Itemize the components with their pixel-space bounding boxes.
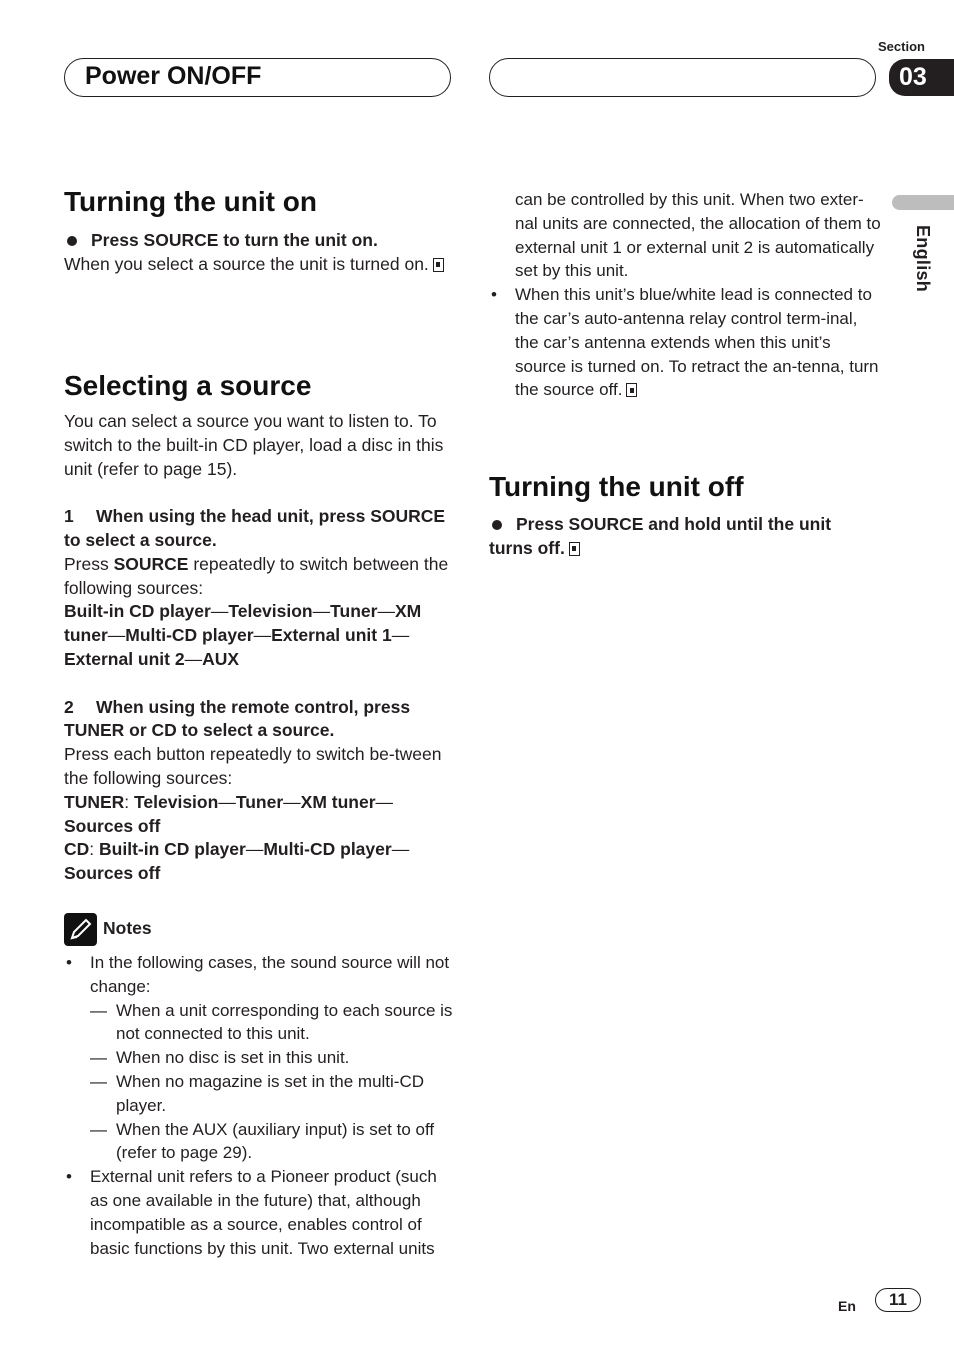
header-blank-box [489, 58, 876, 97]
selecting-intro: You can select a source you want to listen to. To switch to the built-in CD player, load a disc in this unit (refer to page 15). [64, 411, 444, 479]
turning-on-step: Press SOURCE to turn the unit on. [64, 229, 454, 253]
note-item: • In the following cases, the sound source will not change: — When a unit corresponding to each source is not connected to this unit. — When no disc is set in this unit. — When no magazine is set in the multi-CD player. — When the AUX (auxiliary input) is set to off (refer to page 29). [64, 951, 454, 1165]
page-title: Power ON/OFF [85, 62, 262, 90]
step2-tuner-sequence: TUNER: Television—Tuner—XM tuner— Sources off [64, 791, 394, 836]
end-mark-icon [626, 383, 637, 397]
selecting-body [64, 410, 449, 886]
note-item-continuation: can be controlled by this unit. When two exter-nal units are connected, the allocation of them to external unit 1 or external unit 2 is automatically set by this unit. [515, 190, 881, 281]
language-label: English [913, 225, 933, 293]
turning-on-body [64, 229, 454, 277]
step1-body: Press SOURCE repeatedly to switch between the following sources: [64, 553, 449, 598]
note-item: • External unit refers to a Pioneer product (such as one available in the future) that, although incompatible as a source, enables control of basic functions by this unit. Two external units [64, 1165, 454, 1260]
end-mark-icon [569, 542, 580, 556]
notes-header: Notes [64, 913, 152, 946]
header-title-box [64, 58, 451, 97]
footer-language: En [838, 1298, 856, 1314]
step2-body: Press each button repeatedly to switch be-tween the following sources: [64, 744, 442, 788]
notes-continued [489, 188, 881, 402]
step1-sequence: Built-in CD player—Television—Tuner—XM tuner—Multi-CD player—External unit 1— External unit 2—AUX [64, 601, 422, 669]
section-number: 03 [889, 59, 954, 96]
note-subitem: — When the AUX (auxiliary input) is set to off (refer to page 29). [90, 1118, 454, 1166]
note-subitem: — When no disc is set in this unit. [90, 1046, 454, 1070]
step2-cd-sequence: CD: Built-in CD player—Multi-CD player— Sources off [64, 839, 410, 884]
turning-off-step: Press SOURCE and hold until the unit turns off. [489, 514, 832, 558]
bullet-dot [492, 520, 502, 530]
language-tab-bar [892, 195, 954, 210]
notes-list [64, 951, 454, 1260]
notes-pencil-icon [64, 913, 97, 946]
note-subitem: — When no magazine is set in the multi-CD player. [90, 1070, 454, 1118]
step1-title: 1 When using the head unit, press SOURCE to select a source. [64, 506, 446, 550]
bullet-dot [67, 236, 77, 246]
turning-on-text: When you select a source the unit is turned on. [64, 253, 454, 277]
heading-turning-off: Turning the unit off [489, 471, 744, 502]
note-item: • When this unit’s blue/white lead is connected to the car’s auto-antenna relay control term-inal, the car’s antenna extends when this unit’s source is turned on. To retract the an-tenna, turn the source off. [489, 283, 881, 402]
page-number: 11 [875, 1288, 921, 1312]
heading-turning-on: Turning the unit on [64, 186, 317, 217]
note-subitem: — When a unit corresponding to each source is not connected to this unit. [90, 999, 454, 1047]
heading-selecting-source: Selecting a source [64, 370, 312, 401]
section-label: Section [878, 39, 925, 54]
step2-title: 2 When using the remote control, press TUNER or CD to select a source. [64, 696, 411, 741]
end-mark-icon [433, 258, 444, 272]
